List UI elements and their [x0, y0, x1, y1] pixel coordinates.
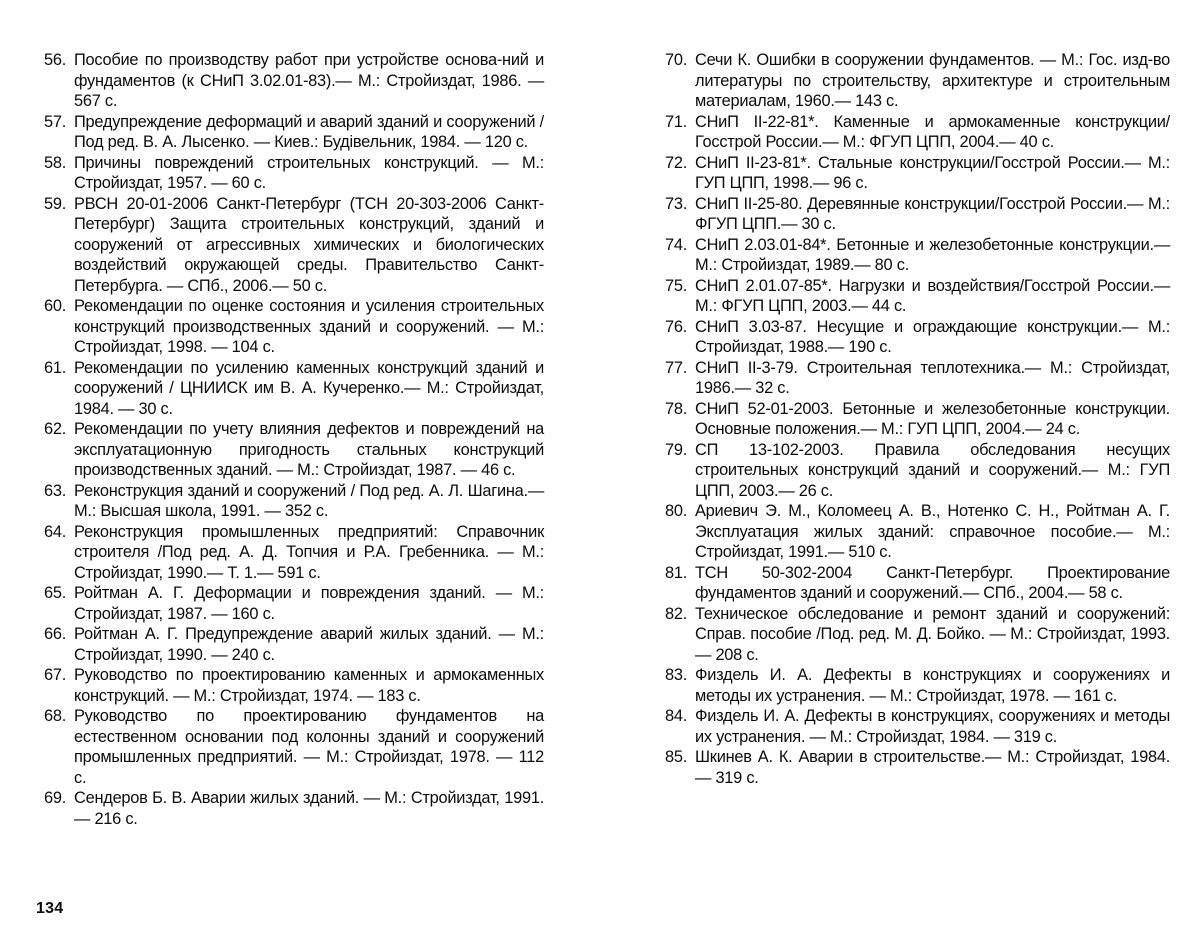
- bibliography-entry: [665, 604, 1170, 666]
- bibliography-column-right: [665, 50, 1170, 788]
- entry-number: 57.: [44, 112, 67, 131]
- page-number: 134: [36, 900, 64, 917]
- bibliography-entry: [665, 112, 1170, 153]
- entry-text: Физдель И. А. Дефекты в конструкциях, сооружениях и методы их устранения. — М.: Стройиздат, 1984. — 319 с.: [695, 707, 1170, 746]
- bibliography-entry: [665, 50, 1170, 112]
- entry-text: Сечи К. Ошибки в сооружении фундаментов. — М.: Гос. изд-во литературы по строительству, архитектуре и строительным материалам, 1960.— 143 с.: [695, 51, 1170, 110]
- entry-number: 68.: [44, 707, 67, 725]
- entry-text: Физдель И. А. Дефекты в конструкциях и сооружениях и методы их устранения. — М.: Стройиздат, 1978. — 161 с.: [695, 666, 1170, 705]
- bibliography-entry: [665, 501, 1170, 563]
- entry-number: 78.: [665, 399, 688, 418]
- entry-number: 66.: [44, 625, 67, 643]
- entry-number: 76.: [665, 317, 688, 336]
- entry-text: СНиП 2.01.07-85*. Нагрузки и воздействия/Госстрой России.— М.: ФГУП ЦПП, 2003.— 44 с.: [695, 276, 1170, 315]
- entry-number: 63.: [44, 481, 67, 500]
- bibliography-entry: [665, 706, 1170, 747]
- bibliography-entry: [665, 153, 1170, 194]
- bibliography-entry: [665, 235, 1170, 276]
- entry-number: 77.: [665, 358, 688, 377]
- entry-text: Рекомендации по учету влияния дефектов и повреждений на эксплуатационную пригодность стальных конструкций производственных зданий. — М.: Стройиздат, 1987. — 46 с.: [74, 420, 544, 479]
- entry-number: 72.: [665, 153, 688, 172]
- bibliography-entry: [665, 276, 1170, 317]
- entry-text: СНиП II-3-79. Строительная теплотехника.— М.: Стройиздат, 1986.— 32 с.: [695, 358, 1170, 397]
- entry-text: Реконструкция промышленных предприятий: Справочник строителя /Под ред. А. Д. Топчия и Р.А. Гребенника. — М.: Стройиздат, 1990.— Т. 1.— 591 с.: [74, 522, 544, 582]
- entry-text: СНиП II-22-81*. Каменные и армокаменные конструкции/ Госстрой России.— М.: ФГУП ЦПП, 2004.— 40 с.: [695, 112, 1170, 151]
- entry-text: Причины повреждений строительных конструкций. — М.: Стройиздат, 1957. — 60 с.: [74, 153, 544, 192]
- bibliography-entry: [44, 522, 544, 584]
- entry-number: 64.: [44, 522, 67, 541]
- bibliography-entry: [665, 665, 1170, 706]
- bibliography-entry: [44, 481, 544, 522]
- entry-text: СНиП 3.03-87. Несущие и ограждающие конструкции.— М.: Стройиздат, 1988.— 190 с.: [695, 317, 1170, 356]
- entry-text: Ройтман А. Г. Деформации и повреждения зданий. — М.: Стройиздат, 1987. — 160 с.: [74, 584, 544, 623]
- bibliography-entry: [44, 153, 544, 194]
- bibliography-entry: [44, 112, 544, 153]
- bibliography-column-left: [44, 50, 544, 829]
- entry-text: Руководство по проектированию каменных и армокаменных конструкций. — М.: Стройиздат, 1974. — 183 с.: [74, 666, 544, 705]
- entry-text: РВСН 20-01-2006 Санкт-Петербург (ТСН 20-303-2006 Санкт-Петербург) Защита строительных конструкций, зданий и сооружений от агрессивных химических и биологических воздействий окружающей среды. Правительство Санкт-Петербурга. — СПб., 2006.— 50 с.: [74, 194, 544, 295]
- entry-number: 82.: [665, 604, 688, 623]
- entry-text: Техническое обследование и ремонт зданий и сооружений: Справ. пособие /Под. ред. М. Д. Бойко. — М.: Стройиздат, 1993. — 208 с.: [695, 604, 1170, 664]
- entry-number: 60.: [44, 297, 67, 315]
- entry-text: Рекомендации по усилению каменных конструкций зданий и сооружений / ЦНИИСК им В. А. Кучеренко.— М.: Стройиздат, 1984. — 30 с.: [74, 358, 544, 418]
- entry-text: СНиП 2.03.01-84*. Бетонные и железобетонные конструкции.— М.: Стройиздат, 1989.— 80 с.: [695, 235, 1170, 274]
- entry-number: 62.: [44, 420, 67, 438]
- bibliography-entry: [44, 788, 544, 829]
- entry-number: 85.: [665, 748, 688, 766]
- entry-number: 83.: [665, 666, 688, 684]
- entry-number: 81.: [665, 563, 688, 582]
- entry-text: Сендеров Б. В. Аварии жилых зданий. — М.: Стройиздат, 1991. — 216 с.: [74, 789, 544, 828]
- bibliography-entry: [665, 194, 1170, 235]
- entry-number: 67.: [44, 666, 67, 684]
- bibliography-entry: [44, 624, 544, 665]
- bibliography-entry: [44, 296, 544, 358]
- entry-number: 71.: [665, 112, 688, 131]
- bibliography-entry: [44, 583, 544, 624]
- bibliography-entry: [665, 440, 1170, 502]
- bibliography-entry: [44, 194, 544, 297]
- entry-text: Пособие по производству работ при устройстве основа-ний и фундаментов (к СНиП 3.02.01-83).— М.: Стройиздат, 1986. — 567 с.: [74, 51, 544, 110]
- bibliography-entry: [44, 419, 544, 481]
- entry-text: Реконструкция зданий и сооружений / Под ред. А. Л. Шагина.— М.: Высшая школа, 1991. — 352 с.: [74, 481, 544, 520]
- entry-number: 80.: [665, 502, 688, 520]
- entry-number: 84.: [665, 707, 688, 725]
- bibliography-entry: [665, 358, 1170, 399]
- entry-text: Ариевич Э. М., Коломеец А. В., Нотенко С. Н., Ройтман А. Г. Эксплуатация жилых зданий: справочное пособие.— М.: Стройиздат, 1991.— 510 с.: [695, 502, 1170, 561]
- entry-number: 79.: [665, 440, 688, 459]
- entry-number: 74.: [665, 235, 688, 254]
- bibliography-entry: [44, 665, 544, 706]
- entry-number: 69.: [44, 789, 67, 807]
- bibliography-entry: [44, 706, 544, 788]
- bibliography-entry: [665, 747, 1170, 788]
- bibliography-entry: [665, 317, 1170, 358]
- bibliography-entry: [665, 563, 1170, 604]
- bibliography-entry: [665, 399, 1170, 440]
- entry-text: Рекомендации по оценке состояния и усиления строительных конструкций производственных зданий и сооружений. — М.: Стройиздат, 1998. — 104 с.: [74, 297, 544, 356]
- entry-text: ТСН 50-302-2004 Санкт-Петербург. Проектирование фундаментов зданий и сооружений.— СПб., 2004.— 58 с.: [695, 563, 1170, 602]
- entry-text: СП 13-102-2003. Правила обследования несущих строительных конструкций зданий и сооружений.— М.: ГУП ЦПП, 2003.— 26 с.: [695, 440, 1170, 500]
- entry-number: 61.: [44, 358, 67, 377]
- entry-text: СНиП II-23-81*. Стальные конструкции/Госстрой России.— М.: ГУП ЦПП, 1998.— 96 с.: [695, 153, 1170, 192]
- entry-number: 75.: [665, 276, 688, 295]
- entry-number: 59.: [44, 194, 67, 213]
- entry-text: Ройтман А. Г. Предупреждение аварий жилых зданий. — М.: Стройиздат, 1990. — 240 с.: [74, 625, 544, 664]
- entry-number: 56.: [44, 51, 67, 69]
- entry-text: Руководство по проектированию фундаментов на естественном основании под колонны зданий и сооружений промышленных предприятий. — М.: Стройиздат, 1978. — 112 с.: [74, 707, 544, 787]
- entry-text: Шкинев А. К. Аварии в строительстве.— М.: Стройиздат, 1984. — 319 с.: [695, 748, 1170, 787]
- entry-number: 58.: [44, 153, 67, 172]
- entry-text: Предупреждение деформаций и аварий зданий и сооружений / Под ред. В. А. Лысенко. — Киев.: Будівельник, 1984. — 120 с.: [74, 112, 544, 151]
- entry-number: 70.: [665, 51, 688, 69]
- entry-text: СНиП 52-01-2003. Бетонные и железобетонные конструкции. Основные положения.— М.: ГУП ЦПП, 2004.— 24 с.: [695, 399, 1170, 438]
- entry-number: 73.: [665, 194, 688, 213]
- entry-text: СНиП II-25-80. Деревянные конструкции/Госстрой России.— М.: ФГУП ЦПП.— 30 с.: [695, 194, 1170, 233]
- bibliography-entry: [44, 50, 544, 112]
- bibliography-entry: [44, 358, 544, 420]
- entry-number: 65.: [44, 584, 67, 602]
